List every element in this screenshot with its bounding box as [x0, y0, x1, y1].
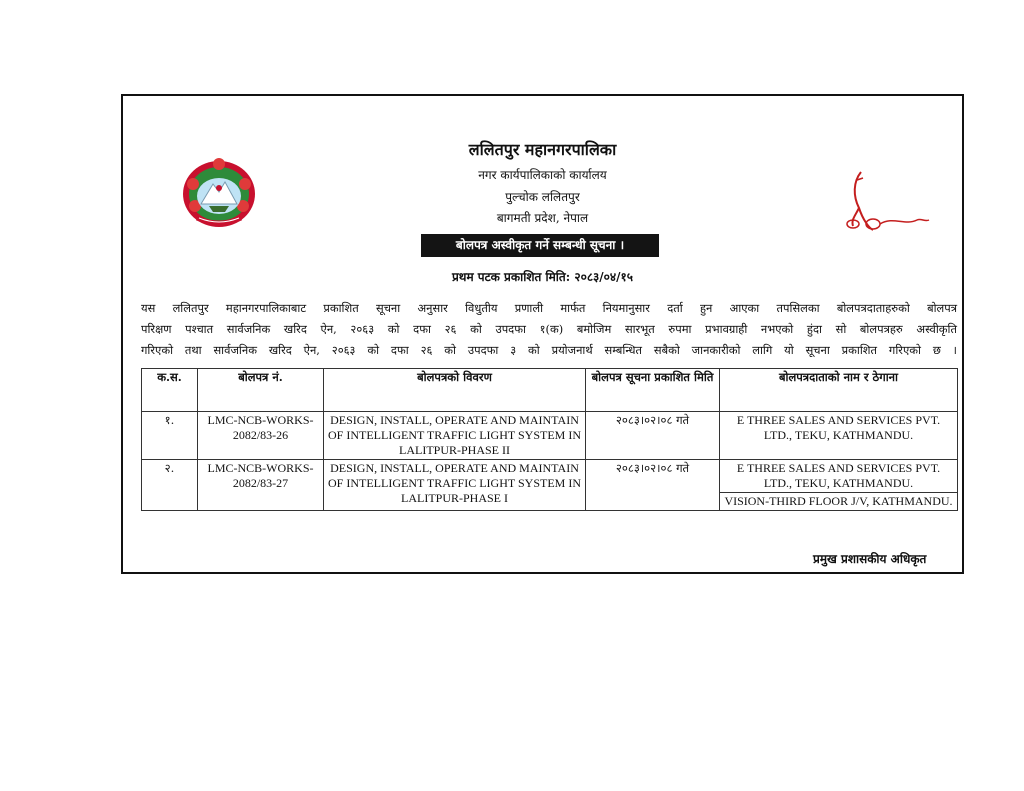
office-location: पुल्चोक ललितपुर — [505, 190, 580, 204]
notice-body — [141, 298, 957, 361]
table-header-row — [142, 369, 958, 412]
cell-sn: २. — [142, 460, 198, 511]
publish-date: प्रथम पटक प्रकाशित मिति: २०८३/०४/१५ — [451, 270, 634, 284]
col-header-sn: क.स. — [142, 369, 198, 412]
bid-table — [141, 368, 958, 511]
notice-frame — [121, 94, 964, 574]
cell-bidder: E THREE SALES AND SERVICES PVT. LTD., TEKU, KATHMANDU. — [720, 460, 958, 493]
office-province: बागमती प्रदेश, नेपाल — [496, 211, 589, 225]
office-name: नगर कार्यपालिकाको कार्यालय — [478, 168, 607, 182]
col-header-description: बोलपत्रको विवरण — [324, 369, 586, 412]
notice-body-line: यस ललितपुर महानगरपालिकाबाट प्रकाशित सूचना अनुसार विधुतीय प्रणाली मार्फत नियमानुसार दर्ता हुन आएका तपसिलका बोलपत्रदाताहरुको बोलपत्र — [141, 301, 957, 315]
table-row — [142, 460, 958, 493]
cell-bid-no: LMC-NCB-WORKS-2082/83-26 — [198, 412, 324, 460]
cell-bidder: VISION-THIRD FLOOR J/V, KATHMANDU. — [720, 493, 958, 511]
cell-description: DESIGN, INSTALL, OPERATE AND MAINTAIN OF INTELLIGENT TRAFFIC LIGHT SYSTEM IN LALITPUR-PHASE II — [324, 412, 586, 460]
cell-date: २०८३।०२।०८ गते — [586, 460, 720, 511]
cell-sn: १. — [142, 412, 198, 460]
org-title: ललितपुर महानगरपालिका — [468, 140, 617, 159]
cell-description: DESIGN, INSTALL, OPERATE AND MAINTAIN OF INTELLIGENT TRAFFIC LIGHT SYSTEM IN LALITPUR-PHASE I — [324, 460, 586, 511]
notice-heading: बोलपत्र अस्वीकृत गर्ने सम्बन्धी सूचना । — [421, 234, 659, 257]
notice-body-line: परिक्षण पश्चात सार्वजनिक खरिद ऐन, २०६३ को दफा २६ को उपदफा १(क) बमोजिम सारभूत रुपमा प्रभावग्राही नभएको हुंदा सो बोलपत्रहरु अस्वीकृति — [141, 322, 957, 336]
col-header-bidder: बोलपत्रदाताको नाम र ठेगाना — [720, 369, 958, 412]
col-header-bid-no: बोलपत्र नं. — [198, 369, 324, 412]
col-header-date: बोलपत्र सूचना प्रकाशित मिति — [586, 369, 720, 412]
cell-bidder: E THREE SALES AND SERVICES PVT. LTD., TEKU, KATHMANDU. — [720, 412, 958, 460]
cell-bid-no: LMC-NCB-WORKS-2082/83-27 — [198, 460, 324, 511]
table-row — [142, 412, 958, 460]
notice-body-line: गरिएको तथा सार्वजनिक खरिद ऐन, २०६३ को दफा २६ को उपदफा ३ को प्रयोजनार्थ सम्बन्धित सबैको जानकारीको लागि यो सूचना प्रकाशित गरिएको छ । — [141, 343, 957, 357]
officer-title: प्रमुख प्रशासकीय अधिकृत — [813, 552, 927, 566]
cell-date: २०८३।०२।०८ गते — [586, 412, 720, 460]
